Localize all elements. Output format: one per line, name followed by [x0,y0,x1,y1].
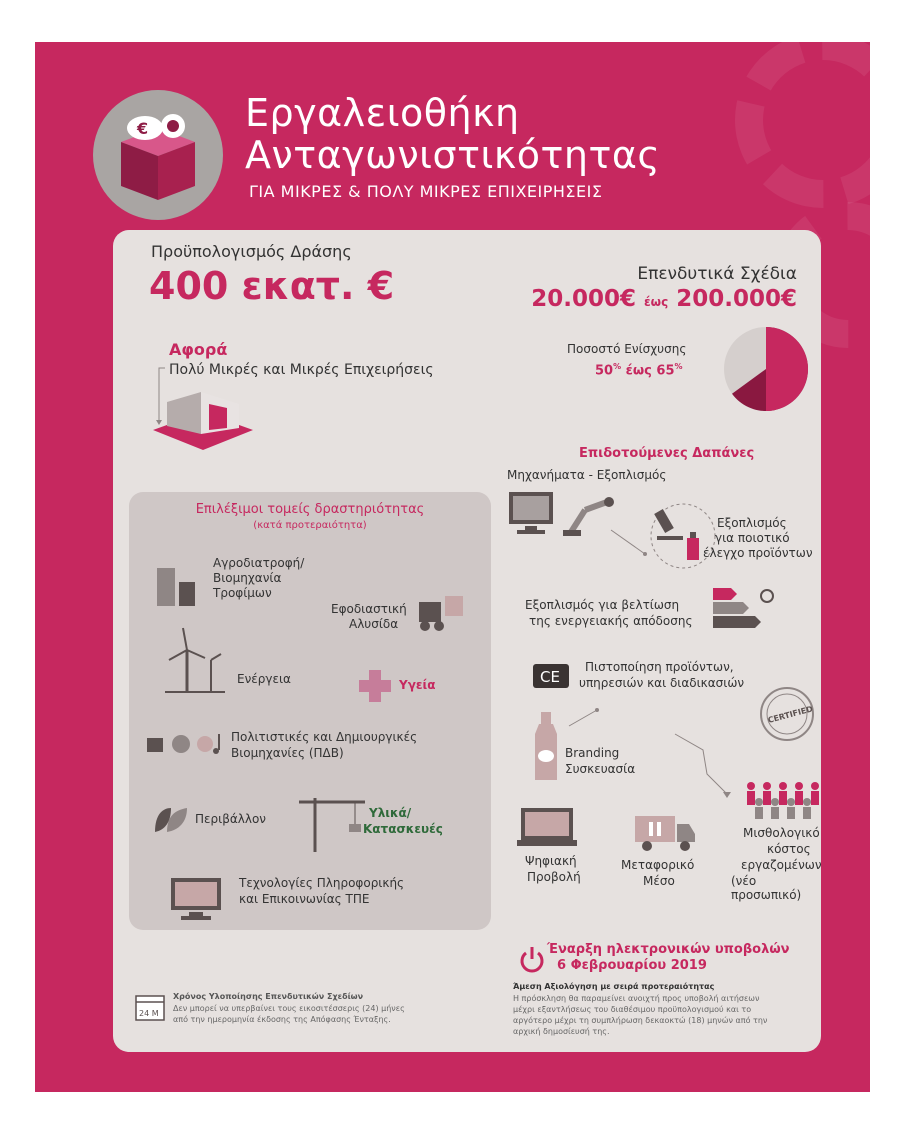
connector-icon [567,708,607,728]
sector-culture-2: Βιομηχανίες (ΠΔΒ) [231,746,344,760]
svg-text:€: € [137,119,149,138]
bottle-icon [533,712,559,782]
laptop-icon [517,806,577,848]
expense-digital-1: Ψηφιακή [525,854,577,868]
svg-text:CE: CE [540,668,560,686]
sector-energy: Ενέργεια [237,672,291,686]
eval-text-4: αρχική δημοσίευσή της. [513,1027,610,1036]
expense-branding-2: Συσκευασία [565,762,636,776]
title-line2: Ανταγωνιστικότητας [245,133,661,177]
investment-range [531,286,797,312]
expense-salary-3: εργαζομένων [741,858,822,872]
eval-title: Άμεση Αξιολόγηση με σειρά προτεραιότητας [513,982,715,991]
leaf-icon [153,804,189,834]
sector-logistics-1: Εφοδιαστική [331,602,407,616]
expense-energy-2: της ενεργειακής απόδοσης [529,614,693,628]
poster [35,42,870,1092]
eval-text-3: αργότερο μέχρι τη συμπλήρωση δεκαοκτώ (18) μηνών από την [513,1016,768,1025]
support-unit: % [674,362,683,371]
title-line1: Εργαλειοθήκη [245,91,520,135]
energy-rating-icon [711,586,775,630]
sector-culture-1: Πολιτιστικές και Δημιουργικές [231,730,418,744]
support-sep: έως [625,363,652,379]
sector-health: Υγεία [399,678,436,692]
svg-text:24 Μ: 24 Μ [139,1009,159,1018]
expense-salary-4: (νέο προσωπικό) [731,874,802,902]
connector-icon [609,528,649,558]
expense-energy-1: Εξοπλισμός για βελτίωση [525,598,680,612]
sector-ict-2: και Επικοινωνίας ΤΠΕ [239,892,370,906]
expense-quality-3: έλεγχο προϊόντων [703,546,813,560]
sector-agro-2: Βιομηχανία [213,571,282,585]
expenses-title: Επιδοτούμενες Δαπάνες [579,446,755,461]
expense-transport-1: Μεταφορικό [621,858,695,872]
health-cross-icon [357,668,393,704]
expense-machinery: Μηχανήματα - Εξοπλισμός [507,468,667,482]
eval-text-2: μέχρι εξαντλήσεως του διαθέσιμου προϋπολογισμού και το [513,1005,752,1014]
calendar-icon [135,992,165,1022]
expense-branding-1: Branding [565,746,620,760]
expense-quality-2: για ποιοτικό [715,531,790,545]
gear-decoration-icon [735,42,870,208]
content-panel [113,230,821,1052]
sector-materials-1: Υλικά/ [369,806,412,820]
expense-salary-1: Μισθολογικό [743,826,820,840]
investment-from: 20.000€ [531,286,636,312]
budget-label: Προϋπολογισμός Δράσης [151,242,352,261]
support-from: 50 [595,363,614,379]
toolbox-logo [93,90,223,220]
connector-icon [673,730,733,800]
forklift-icon [417,592,467,632]
support-range [595,362,683,378]
expense-digital-2: Προβολή [527,870,581,884]
sector-environment: Περιβάλλον [195,812,267,826]
pie-slice-min [766,327,808,411]
duration-title: Χρόνος Υλοποίησης Επενδυτικών Σχεδίων [173,992,364,1001]
expense-cert-2: υπηρεσιών και διαδικασιών [579,676,745,690]
sector-agro-1: Αγροδιατροφή/ [213,556,305,570]
crane-icon [297,794,367,854]
submission-line2: 6 Φεβρουαρίου 2019 [557,958,707,973]
support-label: Ποσοστό Ενίσχυσης [567,342,687,356]
culture-icon [145,730,229,756]
support-pie-chart [721,324,811,414]
support-unit: % [613,362,622,371]
duration-text-1: Δεν μπορεί να υπερβαίνει τους εικοσιτέσσερις (24) μήνες [173,1004,405,1013]
truck-icon [633,814,697,852]
sector-ict-1: Τεχνολογίες Πληροφορικής [239,876,405,890]
support-to: 65 [656,363,675,379]
expense-quality-1: Εξοπλισμός [717,516,787,530]
eval-text-1: Η πρόσκληση θα παραμείνει ανοιχτή προς υποβολή αιτήσεων [513,994,760,1003]
budget-value: 400 εκατ. € [149,264,395,308]
duration-text-2: από την ημερομηνία έκδοσης της Απόφασης Ένταξης. [173,1015,391,1024]
computer-icon [169,876,223,922]
expense-cert-1: Πιστοποίηση προϊόντων, [585,660,734,674]
building-icon [153,382,253,454]
food-icon [155,564,199,608]
power-icon [519,946,545,974]
sector-materials-2: Κατασκευές [363,822,443,836]
subtitle: ΓΙΑ ΜΙΚΡΕΣ & ΠΟΛΥ ΜΙΚΡΕΣ ΕΠΙΧΕΙΡΗΣΕΙΣ [249,182,603,201]
microscope-icon [647,498,717,578]
expense-salary-2: κόστος [767,842,811,856]
concerns-text: Πολύ Μικρές και Μικρές Επιχειρήσεις [169,362,434,378]
sectors-title: Επιλέξιμοι τομείς δραστηριότητας [195,502,425,517]
ce-mark-icon [533,664,569,688]
certified-stamp-icon [757,684,817,744]
svg-text:CERTIFIED: CERTIFIED [766,704,814,725]
box-icon [93,90,223,220]
investment-label: Επενδυτικά Σχέδια [637,264,797,284]
sectors-box [129,492,491,930]
workers-icon [743,780,823,820]
submission-line1: Έναρξη ηλεκτρονικών υποβολών [547,942,790,957]
concerns-title: Αφορά [169,340,228,359]
sector-logistics-2: Αλυσίδα [349,617,399,631]
wind-turbine-icon [165,626,225,696]
investment-sep: έως [643,295,669,309]
expense-transport-2: Μέσο [643,874,675,888]
investment-to: 200.000€ [676,286,797,312]
sectors-subtitle: (κατά προτεραιότητα) [253,520,367,531]
sector-agro-3: Τροφίμων [213,586,272,600]
